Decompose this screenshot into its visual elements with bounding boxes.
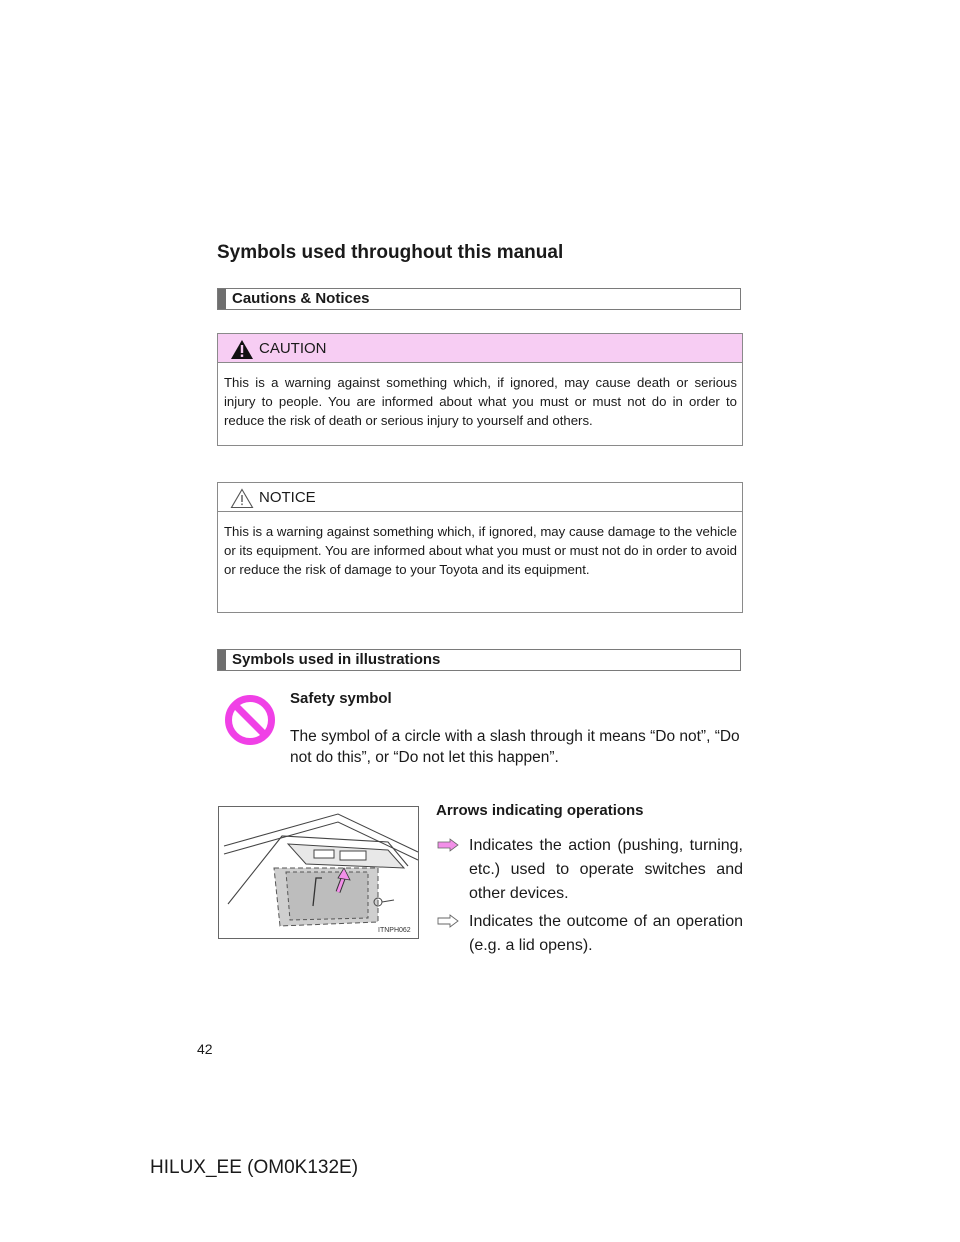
safety-symbol-title: Safety symbol xyxy=(290,690,392,707)
caution-label: CAUTION xyxy=(259,340,327,357)
footer-code: HILUX_EE (OM0K132E) xyxy=(150,1157,359,1178)
arrows-title: Arrows indicating operations xyxy=(436,802,644,819)
section-header-cautions xyxy=(217,288,741,310)
section-header-illustrations xyxy=(217,649,741,671)
outcome-arrow-row xyxy=(437,910,743,958)
safety-symbol-text: The symbol of a circle with a slash through it means “Do not”, “Do not do this”, or “Do not let this happen”. xyxy=(290,728,740,766)
action-arrow-icon xyxy=(437,838,459,852)
section-label: Cautions & Notices xyxy=(232,290,370,307)
notice-label: NOTICE xyxy=(259,489,316,506)
action-arrow-text: Indicates the action (pushing, turning, etc.) used to operate switches and other devices. xyxy=(469,837,743,902)
warning-triangle-icon xyxy=(230,339,254,360)
section-label: Symbols used in illustrations xyxy=(232,651,441,668)
page-title: Symbols used throughout this manual xyxy=(217,242,564,263)
illustration-code: ITNPH062 xyxy=(378,927,411,934)
outcome-arrow-icon xyxy=(437,914,459,928)
section-tab xyxy=(218,650,226,670)
warning-outline-icon xyxy=(230,488,254,509)
outcome-arrow-text: Indicates the outcome of an operation (e.g. a lid opens). xyxy=(469,913,743,954)
notice-header xyxy=(218,483,742,512)
caution-text: This is a warning against something which, if ignored, may cause death or serious injury to people. You are informed about what you must or must not do in order to reduce the risk of death or serious injury to yourself and others. xyxy=(224,375,737,428)
overhead-console-illustration xyxy=(218,806,419,939)
page-number: 42 xyxy=(197,1041,213,1057)
caution-box xyxy=(217,333,743,446)
section-tab xyxy=(218,289,226,309)
notice-box xyxy=(217,482,743,613)
action-arrow-row xyxy=(437,834,743,906)
notice-text: This is a warning against something which, if ignored, may cause damage to the vehicle or its equipment. You are informed about what you must or must not do in order to avoid or reduce the risk of damage to your Toyota and its equipment. xyxy=(224,524,737,577)
caution-header xyxy=(218,334,742,363)
prohibition-icon xyxy=(224,694,276,746)
